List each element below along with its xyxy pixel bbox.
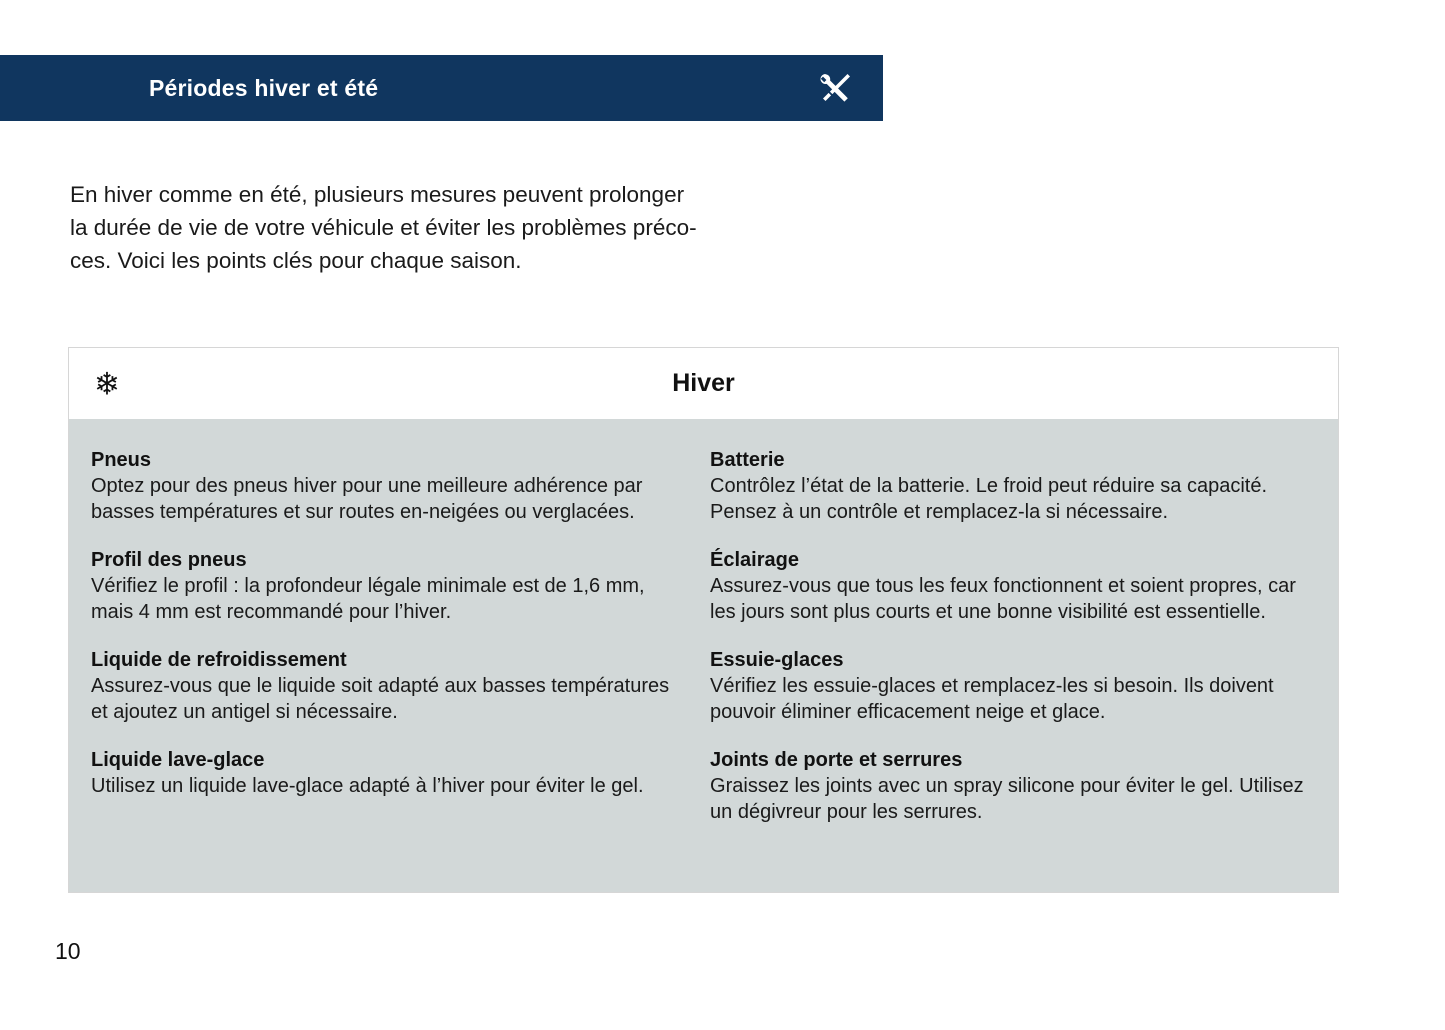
list-item <box>91 647 670 725</box>
list-item <box>710 547 1318 625</box>
item-text: Assurez-vous que tous les feux fonctionnent et soient propres, car les jours sont plus courts et une bonne visibilité est essentielle. <box>710 575 1296 623</box>
intro-line-3: ces. Voici les points clés pour chaque saison. <box>70 248 522 273</box>
tools-icon <box>817 71 853 105</box>
season-right-column <box>700 447 1338 852</box>
item-text: Assurez-vous que le liquide soit adapté aux basses températures et ajoutez un antigel si nécessaire. <box>91 675 670 723</box>
item-text: Vérifiez le profil : la profondeur légale minimale est de 1,6 mm, mais 4 mm est recommandé pour l’hiver. <box>91 575 645 623</box>
page-header <box>0 55 883 121</box>
item-title: Profil des pneus <box>91 549 247 571</box>
list-item <box>710 647 1318 725</box>
item-text: Utilisez un liquide lave-glace adapté à l’hiver pour éviter le gel. <box>91 775 644 797</box>
list-item <box>91 747 670 800</box>
season-card-winter <box>68 347 1339 893</box>
snowflake-icon: ❄ <box>94 366 120 401</box>
season-card-body <box>69 419 1338 892</box>
page-number: 10 <box>55 938 81 964</box>
intro-paragraph <box>70 178 900 277</box>
item-text: Contrôlez l’état de la batterie. Le froid peut réduire sa capacité. Pensez à un contrôle et remplacez-la si nécessaire. <box>710 475 1268 523</box>
item-title: Batterie <box>710 449 785 471</box>
item-title: Liquide de refroidissement <box>91 649 347 671</box>
list-item <box>710 747 1318 825</box>
item-title: Pneus <box>91 449 152 471</box>
list-item <box>91 547 670 625</box>
list-item <box>91 447 670 525</box>
item-text: Vérifiez les essuie-glaces et remplacez-les si besoin. Ils doivent pouvoir éliminer efficacement neige et glace. <box>710 675 1274 723</box>
season-card-header <box>69 348 1338 419</box>
item-text: Optez pour des pneus hiver pour une meilleure adhérence par basses températures et sur routes en-neigées ou verglacées. <box>91 475 643 523</box>
item-title: Essuie-glaces <box>710 649 844 671</box>
item-text: Graissez les joints avec un spray silicone pour éviter le gel. Utilisez un dégivreur pour les serrures. <box>710 775 1304 823</box>
page-title: Périodes hiver et été <box>149 74 379 101</box>
intro-line-2: la durée de vie de votre véhicule et éviter les problèmes préco- <box>70 215 697 240</box>
item-title: Éclairage <box>710 549 799 571</box>
season-title: Hiver <box>672 369 735 397</box>
intro-line-1: En hiver comme en été, plusieurs mesures peuvent prolonger <box>70 182 685 207</box>
item-title: Liquide lave-glace <box>91 749 265 771</box>
list-item <box>710 447 1318 525</box>
item-title: Joints de porte et serrures <box>710 749 963 771</box>
season-left-column <box>69 447 700 852</box>
